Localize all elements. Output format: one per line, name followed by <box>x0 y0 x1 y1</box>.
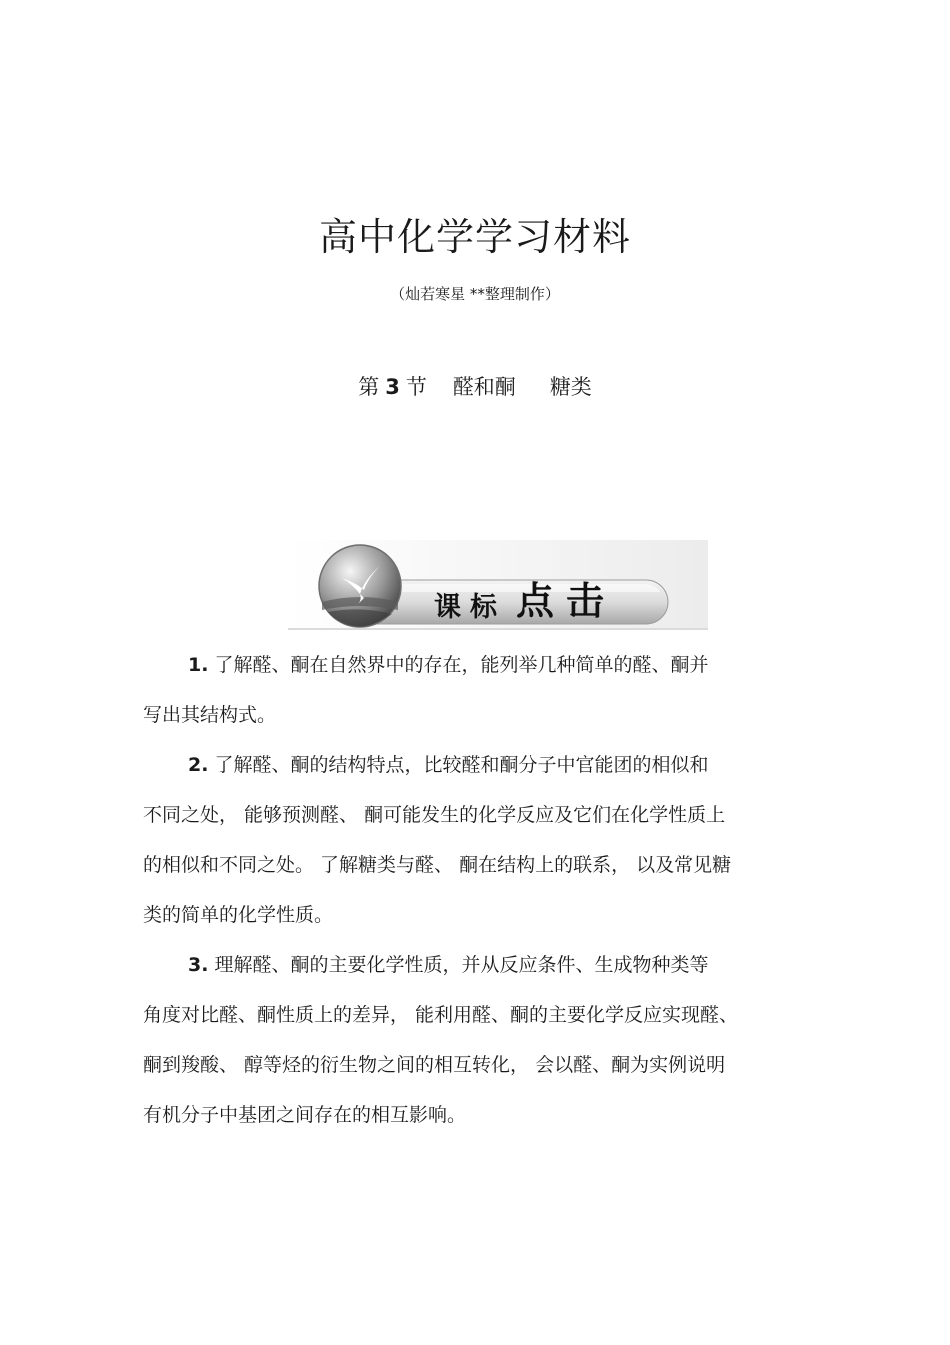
objective-text: 理解醛、酮的主要化学性质，并从反应条件、生成物种类等 <box>214 954 709 976</box>
objective-number: 1. <box>188 654 209 676</box>
objective-line: 角度对比醛、酮性质上的差异， 能利用醛、酮的主要化学反应实现醛、 <box>143 1004 739 1026</box>
objective-text: 了解醛、酮的结构特点，比较醛和酮分子中官能团的相似和 <box>214 754 709 776</box>
banner-char-ke: 课 <box>434 592 461 623</box>
objective-item <box>143 940 807 1140</box>
objective-text: 了解醛、酮在自然界中的存在，能列举几种简单的醛、酮并 <box>214 654 709 676</box>
objective-line: 有机分子中基团之间存在的相互影响。 <box>143 1104 467 1126</box>
subtitle: （灿若寒星 **整理制作） <box>390 285 560 303</box>
section-topic-aldehyde-ketone: 醛和酮 <box>452 375 516 399</box>
objective-line: 酮到羧酸、 醇等烃的衍生物之间的相互转化， 会以醛、酮为实例说明 <box>143 1054 726 1076</box>
main-title: 高中化学学习材料 <box>318 215 631 259</box>
objective-line: 写出其结构式。 <box>143 704 277 726</box>
section-heading <box>0 372 950 402</box>
objective-item <box>143 640 807 740</box>
objective-line <box>143 740 807 790</box>
banner-char-biao: 标 <box>470 592 497 623</box>
bird-emblem-icon <box>319 545 401 627</box>
section-prefix: 第 <box>358 375 380 399</box>
objectives-list <box>143 640 807 1140</box>
objective-line: 的相似和不同之处。 了解糖类与醛、 酮在结构上的联系， 以及常见糖 <box>143 854 732 876</box>
objective-number: 3. <box>188 954 209 976</box>
section-number: 3 <box>385 375 400 399</box>
objective-line: 类的简单的化学性质。 <box>143 904 334 926</box>
objective-line <box>143 640 807 690</box>
section-suffix: 节 <box>405 375 427 399</box>
objective-number: 2. <box>188 754 209 776</box>
banner <box>288 540 708 632</box>
objective-line: 不同之处， 能够预测醛、 酮可能发生的化学反应及它们在化学性质上 <box>143 804 726 826</box>
banner-char-ji: 击 <box>566 579 605 623</box>
banner-graphic <box>288 540 708 632</box>
section-topic-sugars: 糖类 <box>549 375 592 399</box>
objective-line <box>143 940 807 990</box>
objective-item <box>143 740 807 940</box>
banner-char-dian: 点 <box>516 579 555 623</box>
